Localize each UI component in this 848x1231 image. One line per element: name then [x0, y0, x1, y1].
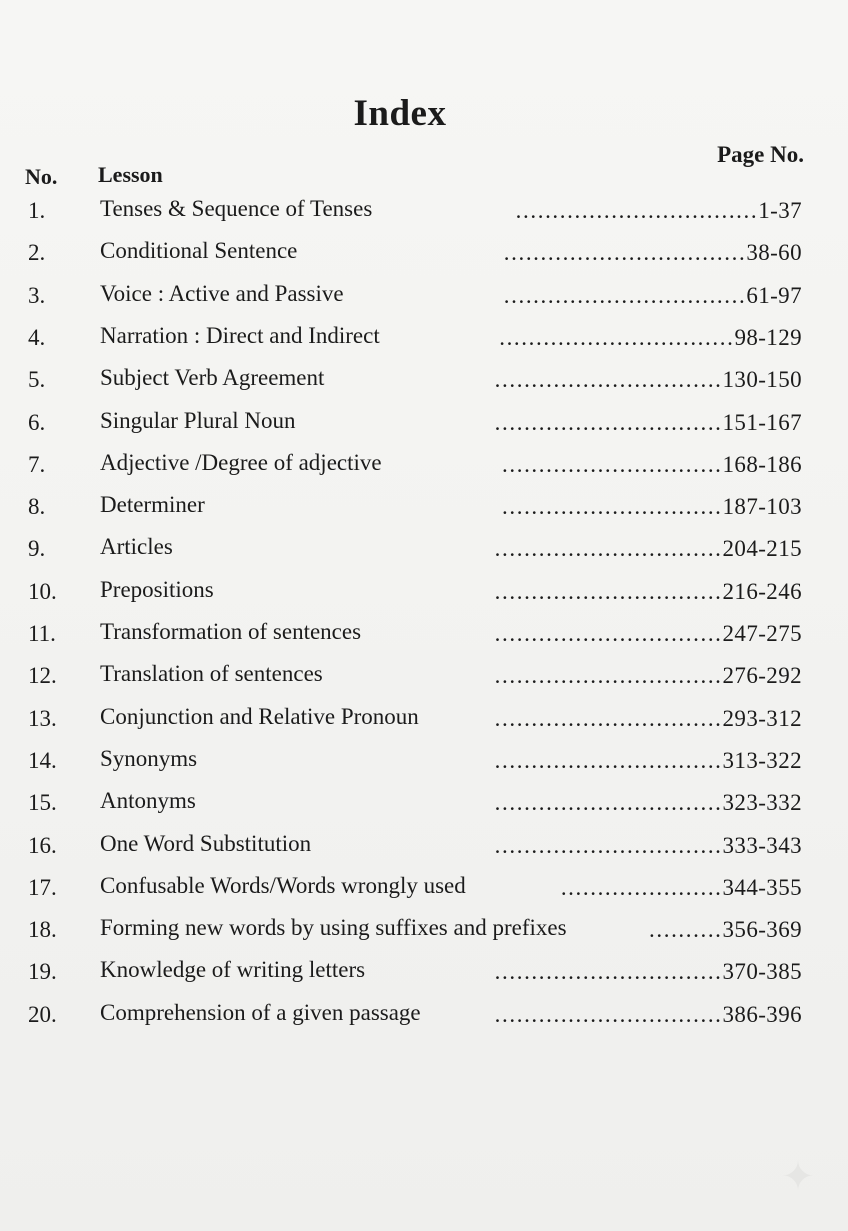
dot-leader: ...............................: [494, 790, 723, 816]
index-entry: [0, 613, 848, 655]
page-range-text: 187-103: [722, 494, 802, 520]
dot-leader: ...............................: [494, 663, 723, 689]
entry-lesson: Antonyms: [100, 788, 196, 814]
index-entry: [0, 232, 848, 274]
entry-page-range: [495, 959, 802, 985]
entry-page-range: [502, 452, 802, 478]
page-range-text: 370-385: [722, 959, 802, 985]
dot-leader: ...............................: [494, 959, 723, 985]
entry-lesson: Voice : Active and Passive: [100, 280, 344, 306]
entry-number: 16.: [28, 832, 57, 858]
column-header-no: No.: [25, 164, 58, 189]
entry-number: 5.: [28, 367, 46, 393]
dot-leader: ...............................: [494, 621, 723, 646]
entry-page-range: [516, 198, 802, 224]
dot-leader: .................................: [503, 282, 747, 308]
entry-page-range: [502, 494, 802, 520]
entry-lesson: Transformation of sentences: [100, 619, 362, 644]
entry-lesson: Determiner: [100, 492, 205, 518]
page-range-text: 356-369: [722, 917, 802, 943]
index-entry: [0, 486, 848, 528]
page-range-text: 61-97: [746, 282, 802, 308]
index-entry: [0, 571, 848, 613]
entry-number: 4.: [28, 324, 46, 350]
index-entry: [0, 909, 848, 951]
dot-leader: ...............................: [494, 536, 723, 562]
dot-leader: ................................: [499, 324, 735, 350]
entry-page-range: [495, 1002, 802, 1028]
entry-number: 12.: [28, 663, 57, 689]
entry-lesson: Comprehension of a given passage: [100, 999, 421, 1025]
entry-number: 9.: [28, 536, 46, 562]
entry-page-range: [561, 875, 802, 901]
dot-leader: ...............................: [494, 367, 723, 393]
entry-lesson: Singular Plural Noun: [100, 407, 296, 433]
entry-lesson: Narration : Direct and Indirect: [100, 322, 380, 348]
page-range-text: 313-322: [722, 747, 802, 773]
column-header-lesson: Lesson: [98, 162, 163, 187]
entry-number: 3.: [28, 282, 46, 308]
entry-page-range: [495, 621, 802, 647]
entry-number: 14.: [28, 747, 57, 773]
dot-leader: ...............................: [494, 747, 723, 773]
page-range-text: 151-167: [722, 409, 802, 435]
entry-page-range: [504, 283, 802, 309]
page-range-text: 168-186: [722, 451, 802, 477]
entry-lesson: Confusable Words/Words wrongly used: [100, 872, 466, 898]
entry-number: 19.: [28, 959, 57, 985]
entry-lesson: Forming new words by using suffixes and prefixes: [100, 915, 567, 941]
entry-page-range: [495, 748, 802, 774]
page-title: Index: [353, 93, 447, 134]
entry-lesson: One Word Substitution: [100, 830, 312, 856]
entry-number: 6.: [28, 409, 46, 435]
entry-lesson: Adjective /Degree of adjective: [100, 449, 382, 475]
page-range-text: 276-292: [722, 663, 802, 689]
entry-lesson: Conjunction and Relative Pronoun: [100, 703, 419, 729]
entry-lesson: Articles: [100, 534, 173, 560]
dot-leader: ...............................: [494, 578, 723, 604]
page-range-text: 38-60: [746, 240, 802, 266]
index-entry: [0, 740, 848, 782]
index-entry: [0, 359, 848, 401]
index-entry: [0, 951, 848, 993]
dot-leader: ...............................: [494, 409, 723, 435]
page-range-text: 344-355: [722, 874, 802, 900]
page-range-text: 323-332: [722, 790, 802, 816]
entry-number: 15.: [28, 790, 57, 816]
page-range-text: 130-150: [722, 367, 802, 393]
entry-lesson: Synonyms: [100, 745, 198, 771]
index-entry: [0, 994, 848, 1036]
column-header-page-no: Page No.: [717, 142, 804, 167]
entry-page-range: [495, 536, 802, 562]
page-range-text: 204-215: [722, 536, 802, 562]
entry-page-range: [495, 663, 802, 689]
dot-leader: ...............................: [494, 1001, 723, 1027]
page-range-text: 333-343: [722, 832, 802, 858]
index-entry: [0, 782, 848, 824]
dot-leader: ...............................: [494, 832, 723, 858]
index-entry: [0, 190, 848, 232]
page-range-text: 386-396: [722, 1001, 802, 1027]
entry-lesson: Tenses & Sequence of Tenses: [100, 196, 373, 221]
entry-lesson: Conditional Sentence: [100, 238, 298, 264]
entry-number: 8.: [28, 494, 46, 520]
entry-number: 7.: [28, 451, 46, 477]
entry-number: 2.: [28, 240, 46, 266]
dot-leader: ...............................: [494, 705, 723, 731]
entry-page-range: [499, 325, 802, 351]
index-entry: [0, 402, 848, 444]
dot-leader: ......................: [560, 874, 723, 900]
index-entry: [0, 867, 848, 909]
entry-number: 20.: [28, 1001, 57, 1027]
index-entry: [0, 528, 848, 570]
dot-leader: .................................: [515, 198, 759, 223]
entry-page-range: [495, 790, 802, 816]
dot-leader: ..............................: [502, 451, 723, 477]
entry-lesson: Prepositions: [100, 576, 214, 602]
sparkle-icon: ✦: [781, 1154, 815, 1199]
index-entry: [0, 317, 848, 359]
entry-number: 1.: [28, 198, 46, 223]
entry-lesson: Translation of sentences: [100, 661, 323, 687]
page-range-text: 293-312: [722, 705, 802, 731]
entry-number: 18.: [28, 917, 57, 943]
entry-page-range: [504, 240, 802, 266]
entry-number: 13.: [28, 705, 57, 731]
entry-page-range: [495, 410, 802, 436]
entry-page-range: [649, 917, 802, 943]
dot-leader: ..........: [649, 917, 723, 943]
entry-page-range: [495, 833, 802, 859]
index-entry: [0, 444, 848, 486]
entry-number: 10.: [28, 578, 57, 604]
dot-leader: ..............................: [502, 494, 723, 520]
index-entry: [0, 655, 848, 697]
page-range-text: 98-129: [734, 324, 802, 350]
index-entry: [0, 825, 848, 867]
entry-lesson: Knowledge of writing letters: [100, 957, 366, 983]
entry-number: 17.: [28, 874, 57, 900]
page-range-text: 247-275: [722, 621, 802, 646]
page-range-text: 216-246: [722, 578, 802, 604]
entry-lesson: Subject Verb Agreement: [100, 365, 325, 391]
entry-page-range: [495, 367, 802, 393]
entry-page-range: [495, 579, 802, 605]
entry-page-range: [495, 706, 802, 732]
index-entry: [0, 275, 848, 317]
entry-number: 11.: [28, 621, 56, 646]
page-range-text: 1-37: [758, 198, 802, 223]
dot-leader: .................................: [503, 240, 747, 266]
index-entry: [0, 698, 848, 740]
